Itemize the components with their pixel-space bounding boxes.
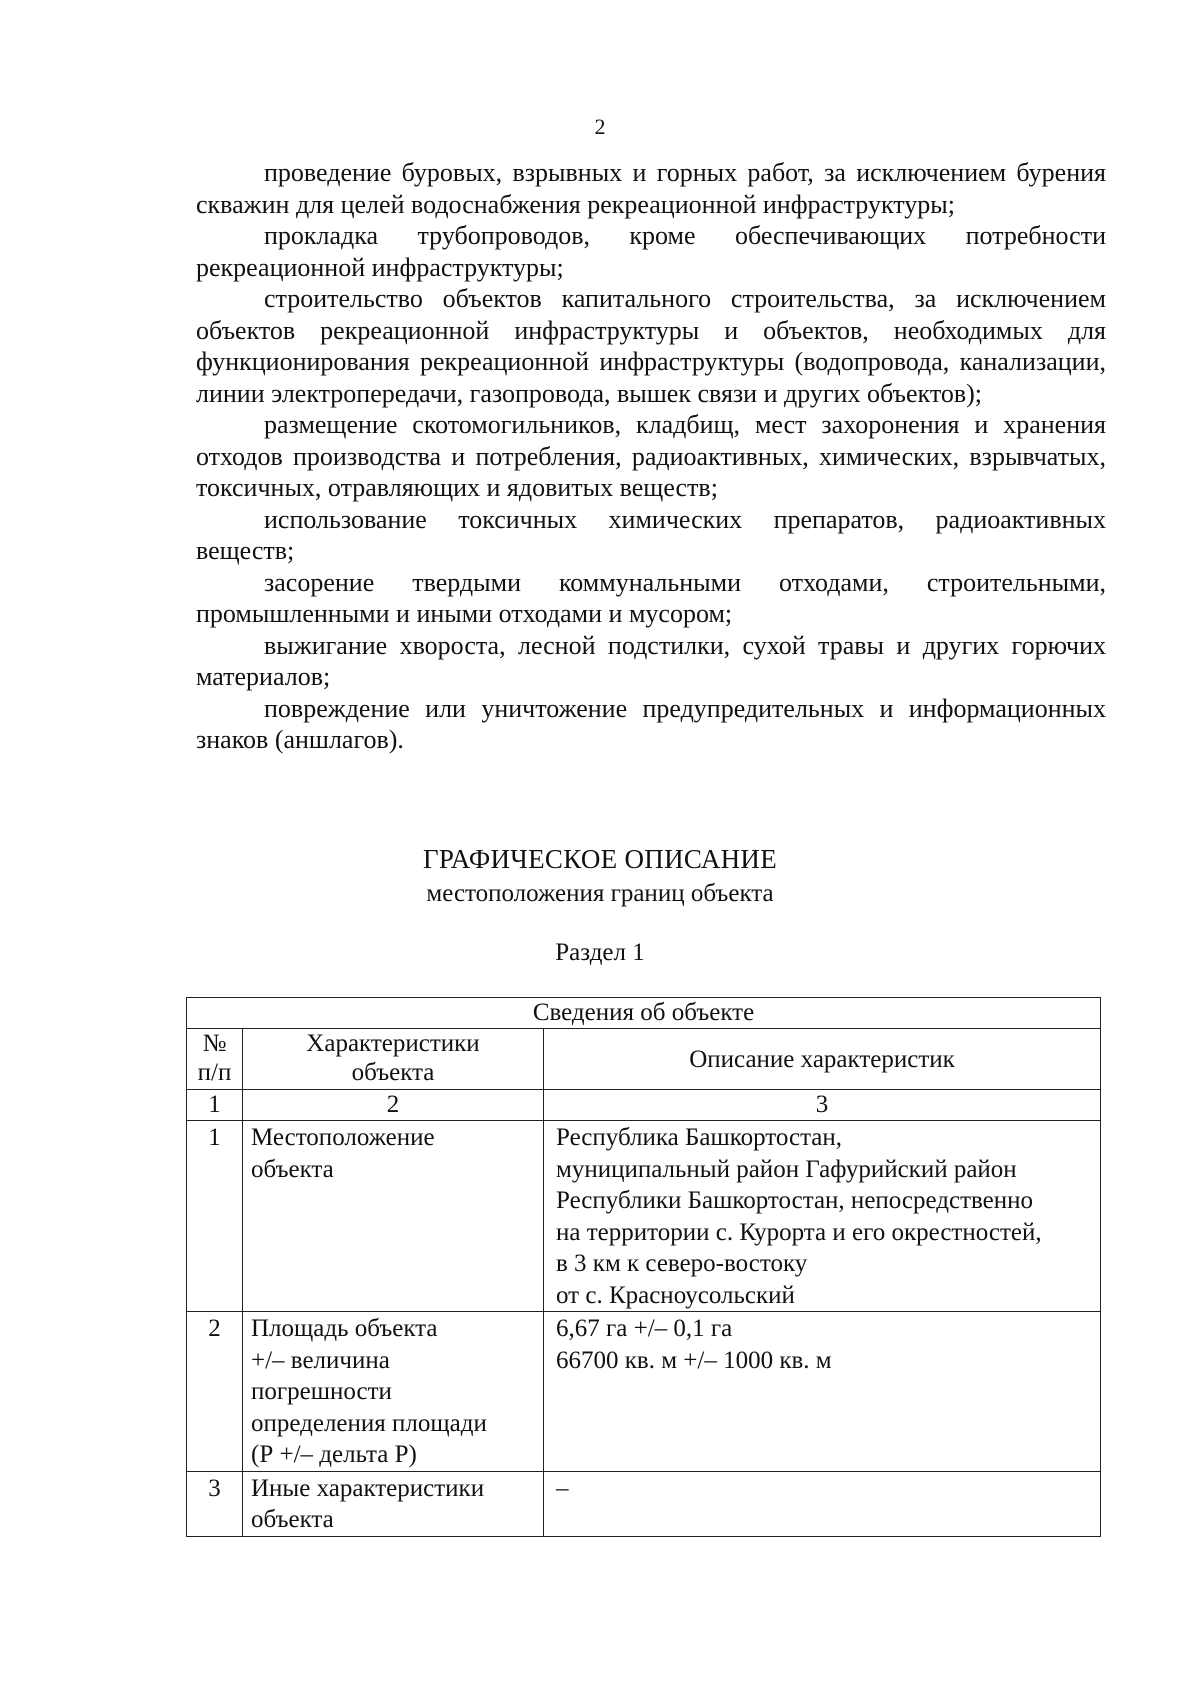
row-description [544, 1471, 1101, 1536]
cell-line: (Р +/– дельта Р) [251, 1441, 417, 1468]
paragraph: размещение скотомогильников, кладбищ, мест захоронения и хранения отходов производства и потребления, радиоактивных, химических, взрывчатых, токсичных, отравляющих и ядовитых веществ; [196, 410, 1106, 502]
section-title: ГРАФИЧЕСКОЕ ОПИСАНИЕ [422, 844, 778, 874]
table-caption: Сведения об объекте [187, 998, 1101, 1029]
row-number: 2 [187, 1312, 243, 1472]
header-characteristics-line: объекта [351, 1059, 435, 1086]
table-header-row [187, 1029, 1101, 1090]
row-characteristic [243, 1471, 544, 1536]
row-description [544, 1121, 1101, 1312]
cell-line: Иные характеристики [251, 1474, 485, 1502]
row-characteristic [243, 1312, 544, 1472]
row-number: 3 [187, 1471, 243, 1536]
cell-line: – [556, 1474, 569, 1502]
cell-line: муниципальный район Гафурийский район [556, 1155, 1017, 1183]
cell-line: в 3 км к северо-востоку [556, 1250, 808, 1277]
table-row [187, 1312, 1101, 1472]
paragraph: засорение твердыми коммунальными отходами, строительными, промышленными и иными отходами и мусором; [196, 567, 1106, 628]
cell-line: Республика Башкортостан, [556, 1124, 843, 1151]
paragraph: прокладка трубопроводов, кроме обеспечивающих потребности рекреационной инфраструктуры; [196, 221, 1106, 282]
paragraph: использование токсичных химических препаратов, радиоактивных веществ; [196, 504, 1106, 565]
column-index: 3 [544, 1090, 1101, 1121]
cell-line: 6,67 га +/– 0,1 га [556, 1315, 733, 1342]
column-index: 1 [187, 1090, 243, 1121]
restrictions-list [196, 157, 1106, 756]
cell-line: 66700 кв. м +/– 1000 кв. м [556, 1346, 832, 1374]
cell-line: Площадь объекта [251, 1315, 438, 1342]
row-description [544, 1312, 1101, 1472]
header-description: Описание характеристик [544, 1029, 1101, 1090]
header-number [187, 1029, 243, 1090]
cell-line: от с. Красноусольский [556, 1281, 795, 1309]
cell-line: погрешности [251, 1378, 392, 1405]
cell-line: +/– величина [251, 1346, 390, 1374]
header-number-line: п/п [197, 1059, 232, 1086]
header-characteristics-line: Характеристики [306, 1030, 480, 1057]
table-row [187, 1121, 1101, 1312]
row-characteristic [243, 1121, 544, 1312]
object-info-table [186, 997, 1101, 1537]
section-label: Раздел 1 [555, 939, 645, 966]
paragraph: строительство объектов капитального строительства, за исключением объектов рекреационной инфраструктуры и объектов, необходимых для функционирования рекреационной инфраструктуры (водопровода, канализации, линии электропередачи, газопровода, вышек связи и других объектов); [196, 284, 1106, 408]
cell-line: Местоположение [251, 1124, 435, 1151]
table-caption-row [187, 998, 1101, 1029]
row-number: 1 [187, 1121, 243, 1312]
cell-line: объекта [251, 1506, 334, 1533]
paragraph: проведение буровых, взрывных и горных работ, за исключением бурения скважин для целей водоснабжения рекреационной инфраструктуры; [196, 158, 1106, 219]
header-characteristics [243, 1029, 544, 1090]
cell-line: на территории с. Курорта и его окрестностей, [556, 1218, 1042, 1246]
cell-line: определения площади [251, 1409, 487, 1437]
section-subtitle: местоположения границ объекта [426, 880, 774, 907]
table-index-row [187, 1090, 1101, 1121]
page-number: 2 [594, 114, 606, 139]
cell-line: Республики Башкортостан, непосредственно [556, 1187, 1034, 1214]
paragraph: выжигание хвороста, лесной подстилки, сухой травы и других горючих материалов; [196, 630, 1106, 691]
paragraph: повреждение или уничтожение предупредительных и информационных знаков (аншлагов). [196, 693, 1106, 754]
table-row [187, 1471, 1101, 1536]
cell-line: объекта [251, 1155, 334, 1183]
header-number-line: № [202, 1030, 227, 1057]
column-index: 2 [243, 1090, 544, 1121]
